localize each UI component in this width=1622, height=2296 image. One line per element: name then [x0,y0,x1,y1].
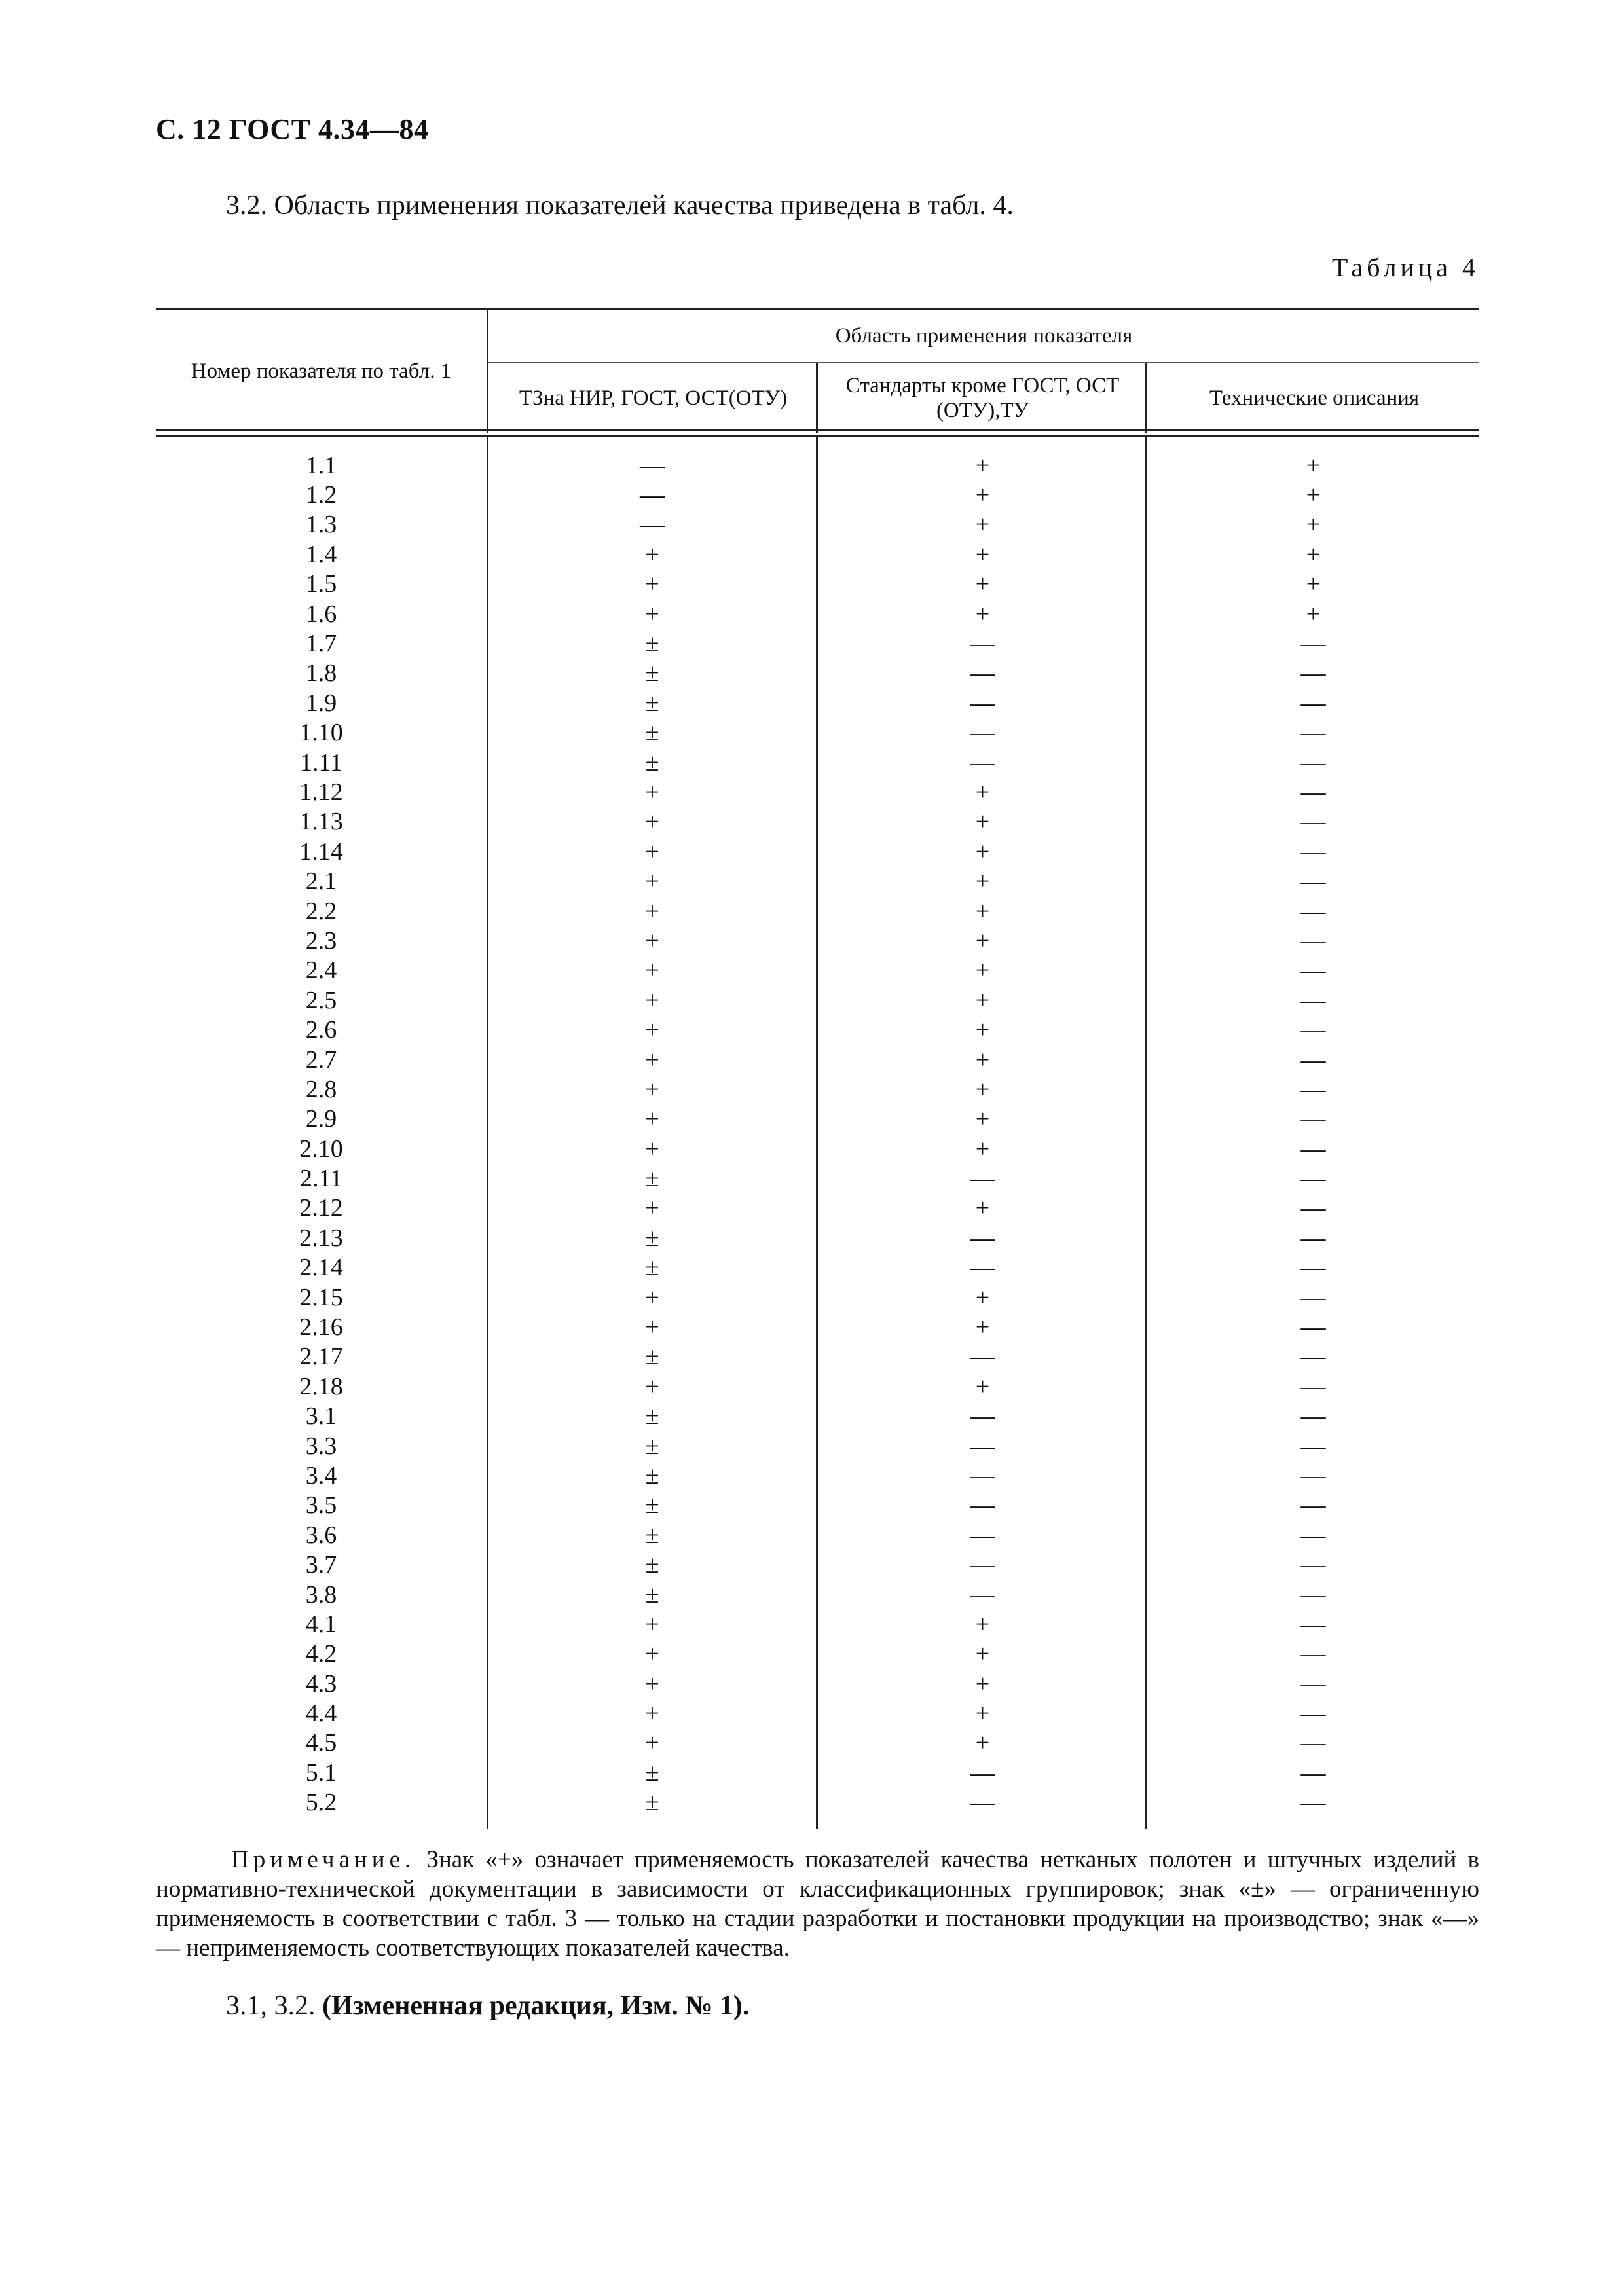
table-cell: — [970,748,995,776]
table-cell: 1.10 [299,719,343,747]
table-cell: — [1300,1254,1326,1282]
table-cell: 1.12 [299,778,343,806]
table-cell: — [970,659,995,687]
table-cell: + [975,957,990,985]
table-cell: 2.2 [305,897,337,925]
amendment-prefix: 3.1, 3.2. [226,1991,322,2021]
amendment-bold: (Измененная редакция, Изм. № 1). [322,1991,750,2021]
table-cell: 2.13 [299,1224,343,1252]
table-cell: + [645,1669,659,1698]
table-cell: — [970,1343,995,1371]
header-standards: Стандарты кроме ГОСТ, ОСТ (ОТУ),ТУ [816,363,1147,433]
table-cell: — [1300,1016,1326,1044]
table-cell: + [645,897,659,925]
table-cell: 3.5 [305,1491,337,1520]
table-cell: — [1300,1758,1326,1787]
table-cell: — [1300,1789,1326,1817]
table-cell: 1.9 [305,689,337,717]
table-cell: ± [645,1551,659,1579]
table-cell: — [1300,1224,1326,1252]
table-cell: — [970,1758,995,1787]
table-cell: + [975,808,990,836]
table-cell: + [975,926,990,955]
table-cell: + [975,1372,990,1400]
table-cell: + [1306,540,1321,568]
table-cell: — [1300,1105,1326,1133]
table-cell: + [645,570,659,598]
table-cell: — [970,719,995,747]
table-cell: — [1300,808,1326,836]
table-cell: — [1300,1551,1326,1579]
table-cell: — [970,630,995,658]
table-cell: — [1300,897,1326,925]
table-cell: ± [645,1580,659,1609]
table-cell: ± [645,1789,659,1817]
table-cell: — [970,1165,995,1193]
table-cell: ± [645,1224,659,1252]
table-cell: + [645,1372,659,1400]
table-cell: 1.11 [299,748,343,776]
table-cell: 1.2 [305,481,337,509]
table-cell: — [1300,1194,1326,1222]
table-cell: + [975,1669,990,1698]
table-cell: + [645,1640,659,1668]
table-cell: 3.7 [305,1551,337,1579]
table-cell: — [1300,1313,1326,1341]
table-cell: — [1300,926,1326,955]
table-cell: ± [645,659,659,687]
table-cell: 2.10 [299,1135,343,1163]
table-cell: — [640,451,665,479]
header-application-area: Область применения показателя [487,310,1479,363]
table-cell: — [1300,1610,1326,1638]
header-double-rule [156,429,1479,437]
header-indicator-number: Номер показателя по табл. 1 [191,359,452,383]
table-cell: 2.7 [305,1046,337,1074]
table-cell: 2.12 [299,1194,343,1222]
table-cell: — [970,1402,995,1430]
table-cell: — [1300,1640,1326,1668]
table-cell: — [1300,719,1326,747]
header-tz-gost: ТЗна НИР, ГОСТ, ОСТ(ОТУ) [487,363,818,433]
table-cell: + [975,1075,990,1103]
table-cell: + [975,511,990,539]
table-cell: 2.6 [305,1016,337,1044]
table-cell: 2.17 [299,1343,343,1371]
table-cell: + [975,1105,990,1133]
table-cell: + [975,540,990,568]
table-cell: + [645,1016,659,1044]
table-cell: 2.9 [305,1105,337,1133]
table-cell: 2.3 [305,926,337,955]
table-cell: — [1300,1075,1326,1103]
table-cell: — [1300,1669,1326,1698]
table-cell: 3.1 [305,1402,337,1430]
table-cell: + [645,926,659,955]
table-cell: — [970,1254,995,1282]
table-cell: + [1306,451,1321,479]
table-cell: — [1300,1135,1326,1163]
table-cell: ± [645,1461,659,1489]
table-cell: 4.1 [305,1610,337,1638]
table-cell: — [1300,1372,1326,1400]
table-cell: — [970,1432,995,1460]
table-cell: + [645,1729,659,1757]
table-cell: + [975,481,990,509]
table-cell: 1.5 [305,570,337,598]
table-cell: + [645,1610,659,1638]
table-cell: + [975,1283,990,1311]
table-cell: — [970,1789,995,1817]
table-cell: + [975,986,990,1014]
table-cell: + [975,867,990,896]
table-cell: — [1300,957,1326,985]
table-cell: ± [645,689,659,717]
table-cell: — [970,1461,995,1489]
table-cell: + [975,1016,990,1044]
table-cell: 1.3 [305,511,337,539]
table-cell: — [1300,630,1326,658]
table-cell: 2.15 [299,1283,343,1311]
table-cell: + [645,540,659,568]
amendment-line [226,1990,749,2022]
table-cell: 2.5 [305,986,337,1014]
table-cell: + [975,1700,990,1728]
table-cell: + [645,1075,659,1103]
table-header [156,308,1479,437]
table-cell: 5.2 [305,1789,337,1817]
table-cell: + [1306,481,1321,509]
table-cell: + [645,778,659,806]
table-cell: — [1300,1729,1326,1757]
table-cell: + [645,600,659,628]
table-body [156,437,1479,1829]
table-cell: 3.8 [305,1580,337,1609]
table-cell: ± [645,630,659,658]
column-divider [487,437,488,1829]
table-cell: + [645,1700,659,1728]
table-cell: + [645,808,659,836]
table-cell: 4.4 [305,1700,337,1728]
table-cell: — [1300,867,1326,896]
table-cell: 1.6 [305,600,337,628]
column-divider [1145,437,1147,1829]
table-cell: 2.4 [305,957,337,985]
table-cell: ± [645,1758,659,1787]
table-cell: + [645,1313,659,1341]
table-cell: — [1300,1283,1326,1311]
table-cell: — [1300,837,1326,866]
table-cell: + [645,957,659,985]
table-cell: — [1300,778,1326,806]
table-cell: 2.18 [299,1372,343,1400]
table-cell: + [1306,570,1321,598]
table-cell: 2.8 [305,1075,337,1103]
table-cell: + [975,778,990,806]
table-cell: 2.14 [299,1254,343,1282]
table-cell: + [645,1135,659,1163]
table-cell: ± [645,1491,659,1520]
table-cell: 3.6 [305,1521,337,1549]
table-cell: + [645,837,659,866]
note-text: Знак «+» означает применяемость показателей качества нетканых полотен и штучных изделий в нормативно-технической документации в зависимости от классификационных группировок; знак «±» — ограниченную применяемость в соответствии с табл. 3 — только на стадии разработки и постановки продукции на производство; знак «—» — неприменяемость соответствующих показателей качества. [156,1846,1479,1961]
table-cell: — [970,1521,995,1549]
table-cell: — [1300,748,1326,776]
table-cell: + [975,1640,990,1668]
table-cell: 2.1 [305,867,337,896]
intro-paragraph: 3.2. Область применения показателей качества приведена в табл. 4. [226,191,1014,221]
table-cell: 2.11 [299,1165,343,1193]
table-cell: 4.2 [305,1640,337,1668]
table-cell: + [645,986,659,1014]
table-cell: — [1300,1165,1326,1193]
table-cell: + [975,897,990,925]
table-caption: Таблица 4 [1331,253,1479,282]
table-cell: 1.14 [299,837,343,866]
table-cell: 3.3 [305,1432,337,1460]
table-cell: 1.4 [305,540,337,568]
table-cell: 1.1 [305,451,337,479]
table-cell: — [640,511,665,539]
table-cell: 5.1 [305,1758,337,1787]
table-cell: ± [645,719,659,747]
table-cell: ± [645,1402,659,1430]
table-cell: + [975,451,990,479]
table-cell: + [1306,600,1321,628]
table-cell: + [975,1194,990,1222]
table-cell: — [970,1580,995,1609]
table-cell: + [645,1283,659,1311]
table-note [156,1845,1479,1963]
table-cell: + [645,1194,659,1222]
table-cell: + [975,837,990,866]
table-cell: ± [645,1254,659,1282]
header-tech-descriptions: Технические описания [1145,363,1481,433]
table-cell: ± [645,748,659,776]
table-cell: 4.3 [305,1669,337,1698]
page-header: С. 12 ГОСТ 4.34—84 [156,113,429,145]
table-cell: 3.4 [305,1461,337,1489]
table-cell: ± [645,1521,659,1549]
table-cell: ± [645,1343,659,1371]
table-cell: — [1300,1461,1326,1489]
table-cell: — [1300,1432,1326,1460]
table-cell: + [975,1046,990,1074]
table-cell: — [970,1491,995,1520]
table-cell: 2.16 [299,1313,343,1341]
table-cell: + [645,867,659,896]
table-cell: + [645,1105,659,1133]
table-cell: — [1300,1580,1326,1609]
table-cell: + [975,600,990,628]
table-cell: + [1306,511,1321,539]
table-cell: 1.8 [305,659,337,687]
table-cell: — [1300,986,1326,1014]
table-cell: — [1300,1700,1326,1728]
table-cell: 1.13 [299,808,343,836]
table-cell: — [1300,659,1326,687]
table-cell: — [1300,1402,1326,1430]
column-divider [816,437,818,1829]
applicability-table [156,308,1479,1829]
table-cell: — [1300,1491,1326,1520]
table-cell: ± [645,1432,659,1460]
table-cell: + [975,1135,990,1163]
table-cell: — [1300,1343,1326,1371]
table-cell: ± [645,1165,659,1193]
table-cell: 1.7 [305,630,337,658]
table-cell: — [970,1551,995,1579]
table-cell: + [975,1729,990,1757]
table-cell: 4.5 [305,1729,337,1757]
table-cell: + [975,1610,990,1638]
table-cell: — [1300,1046,1326,1074]
table-cell: — [970,689,995,717]
table-cell: — [1300,1521,1326,1549]
table-cell: + [975,570,990,598]
table-cell: + [975,1313,990,1341]
table-cell: + [645,1046,659,1074]
table-cell: — [1300,689,1326,717]
note-label: Примечание. [231,1846,416,1873]
table-cell: — [640,481,665,509]
table-cell: — [970,1224,995,1252]
